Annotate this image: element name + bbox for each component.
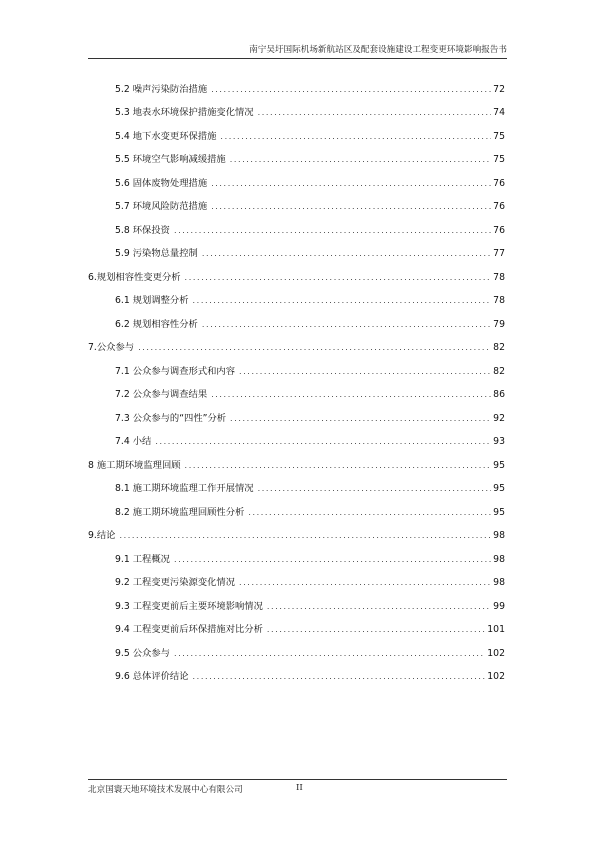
toc-dot-leader (239, 366, 491, 378)
toc-entry-title: 8.1 施工期环境监理工作开展情况 (115, 483, 254, 494)
toc-entry-title: 9.2 工程变更污染源变化情况 (115, 577, 236, 588)
toc-entry-page: 76 (493, 177, 505, 189)
toc-entry[interactable] (88, 542, 505, 566)
toc-entry-title: 7.1 公众参与调查形式和内容 (115, 365, 236, 377)
toc-entry-page: 76 (493, 201, 505, 212)
toc-entry[interactable] (88, 378, 505, 402)
toc-dot-leader (267, 624, 485, 636)
toc-dot-leader (239, 577, 491, 589)
toc-entry[interactable] (88, 331, 505, 355)
toc-entry[interactable] (88, 636, 505, 660)
toc-entry-title: 5.8 环保投资 (115, 224, 170, 236)
toc-entry-title: 7.公众参与 (88, 342, 135, 353)
toc-entry-page: 75 (493, 154, 505, 165)
toc-entry-title: 9.6 总体评价结论 (115, 671, 189, 682)
toc-dot-leader (138, 342, 491, 354)
toc-dot-leader (174, 554, 491, 566)
toc-entry[interactable] (88, 237, 505, 261)
toc-entry-title: 5.7 环境风险防范措施 (115, 201, 208, 212)
toc-dot-leader (119, 530, 491, 542)
toc-dot-leader (230, 154, 491, 166)
toc-entry-page: 77 (493, 248, 505, 259)
toc-dot-leader (267, 601, 491, 613)
toc-dot-leader (185, 272, 492, 284)
toc-entry[interactable] (88, 143, 505, 167)
toc-entry-title: 5.2 噪声污染防治措施 (115, 83, 208, 95)
toc-dot-leader (258, 483, 492, 495)
toc-dot-leader (211, 178, 491, 190)
page-header (88, 38, 507, 59)
toc-entry[interactable] (88, 260, 505, 284)
toc-entry-title: 7.3 公众参与的“四性”分析 (115, 412, 227, 424)
toc-entry-page: 102 (487, 671, 505, 682)
toc-entry-title: 7.4 小结 (115, 436, 152, 447)
toc-entry-page: 75 (493, 130, 505, 142)
toc-entry[interactable] (88, 660, 505, 684)
toc-entry[interactable] (88, 613, 505, 637)
toc-dot-leader (211, 84, 491, 96)
toc-entry-page: 72 (493, 83, 505, 95)
toc-dot-leader (248, 507, 491, 519)
toc-entry-title: 5.9 污染物总量控制 (115, 248, 198, 259)
toc-entry-title: 9.3 工程变更前后主要环境影响情况 (115, 600, 263, 612)
toc-entry-title: 6.2 规划相容性分析 (115, 318, 198, 330)
toc-entry[interactable] (88, 425, 505, 449)
toc-entry[interactable] (88, 284, 505, 308)
toc-entry-title: 9.结论 (88, 530, 116, 541)
toc-entry-page: 76 (493, 224, 505, 236)
toc-entry-page: 82 (493, 365, 505, 377)
toc-dot-leader (193, 671, 486, 683)
document-title: 南宁吴圩国际机场新航站区及配套设施建设工程变更环境影响报告书 (249, 45, 507, 55)
toc-entry-title: 9.5 公众参与 (115, 647, 170, 659)
toc-entry-title: 7.2 公众参与调查结果 (115, 389, 208, 400)
toc-entry-page: 95 (493, 483, 505, 494)
toc-dot-leader (185, 460, 492, 472)
toc-entry[interactable] (88, 213, 505, 237)
toc-entry[interactable] (88, 566, 505, 590)
toc-entry-page: 95 (493, 506, 505, 518)
toc-entry-title: 6.1 规划调整分析 (115, 295, 189, 306)
table-of-contents (88, 72, 505, 683)
toc-entry-page: 98 (493, 530, 505, 541)
toc-entry[interactable] (88, 519, 505, 543)
toc-dot-leader (258, 107, 492, 119)
toc-entry-page: 98 (493, 553, 505, 565)
toc-dot-leader (211, 389, 491, 401)
toc-entry[interactable] (88, 495, 505, 519)
toc-entry[interactable] (88, 307, 505, 331)
toc-entry-page: 101 (487, 624, 505, 635)
footer-page-number: II (296, 783, 303, 793)
footer-organization: 北京国寰天地环境技术发展中心有限公司 (88, 785, 243, 795)
toc-entry-page: 86 (493, 389, 505, 400)
toc-entry[interactable] (88, 190, 505, 214)
toc-entry[interactable] (88, 119, 505, 143)
toc-dot-leader (174, 648, 485, 660)
toc-entry[interactable] (88, 401, 505, 425)
page-footer (88, 779, 507, 795)
toc-dot-leader (174, 225, 491, 237)
toc-entry-title: 5.4 地下水变更环保措施 (115, 130, 217, 142)
toc-entry-page: 92 (493, 412, 505, 424)
toc-entry-title: 9.1 工程概况 (115, 553, 170, 565)
toc-entry-title: 5.5 环境空气影响减缓措施 (115, 154, 226, 165)
toc-entry-page: 79 (493, 318, 505, 330)
toc-entry-title: 5.3 地表水环境保护措施变化情况 (115, 107, 254, 118)
toc-dot-leader (202, 319, 491, 331)
toc-entry-title: 6.规划相容性变更分析 (88, 271, 181, 283)
toc-entry-title: 8.2 施工期环境监理回顾性分析 (115, 506, 245, 518)
toc-entry[interactable] (88, 96, 505, 120)
toc-entry-title: 9.4 工程变更前后环保措施对比分析 (115, 624, 263, 635)
toc-dot-leader (211, 201, 491, 213)
toc-dot-leader (202, 248, 491, 260)
toc-dot-leader (230, 413, 491, 425)
toc-entry-page: 78 (493, 271, 505, 283)
toc-entry[interactable] (88, 72, 505, 96)
toc-entry-page: 99 (493, 600, 505, 612)
toc-entry[interactable] (88, 472, 505, 496)
toc-entry[interactable] (88, 448, 505, 472)
toc-entry-page: 74 (493, 107, 505, 118)
toc-entry-page: 82 (493, 342, 505, 353)
toc-entry-title: 5.6 固体废物处理措施 (115, 177, 208, 189)
toc-entry-page: 78 (493, 295, 505, 306)
toc-entry[interactable] (88, 354, 505, 378)
toc-dot-leader (193, 295, 492, 307)
toc-entry[interactable] (88, 166, 505, 190)
toc-entry-page: 98 (493, 577, 505, 588)
toc-dot-leader (155, 436, 491, 448)
toc-entry-page: 102 (487, 647, 505, 659)
toc-entry-page: 93 (493, 436, 505, 447)
toc-dot-leader (220, 131, 491, 143)
toc-entry-page: 95 (493, 459, 505, 471)
toc-entry[interactable] (88, 589, 505, 613)
toc-entry-title: 8 施工期环境监理回顾 (88, 459, 181, 471)
